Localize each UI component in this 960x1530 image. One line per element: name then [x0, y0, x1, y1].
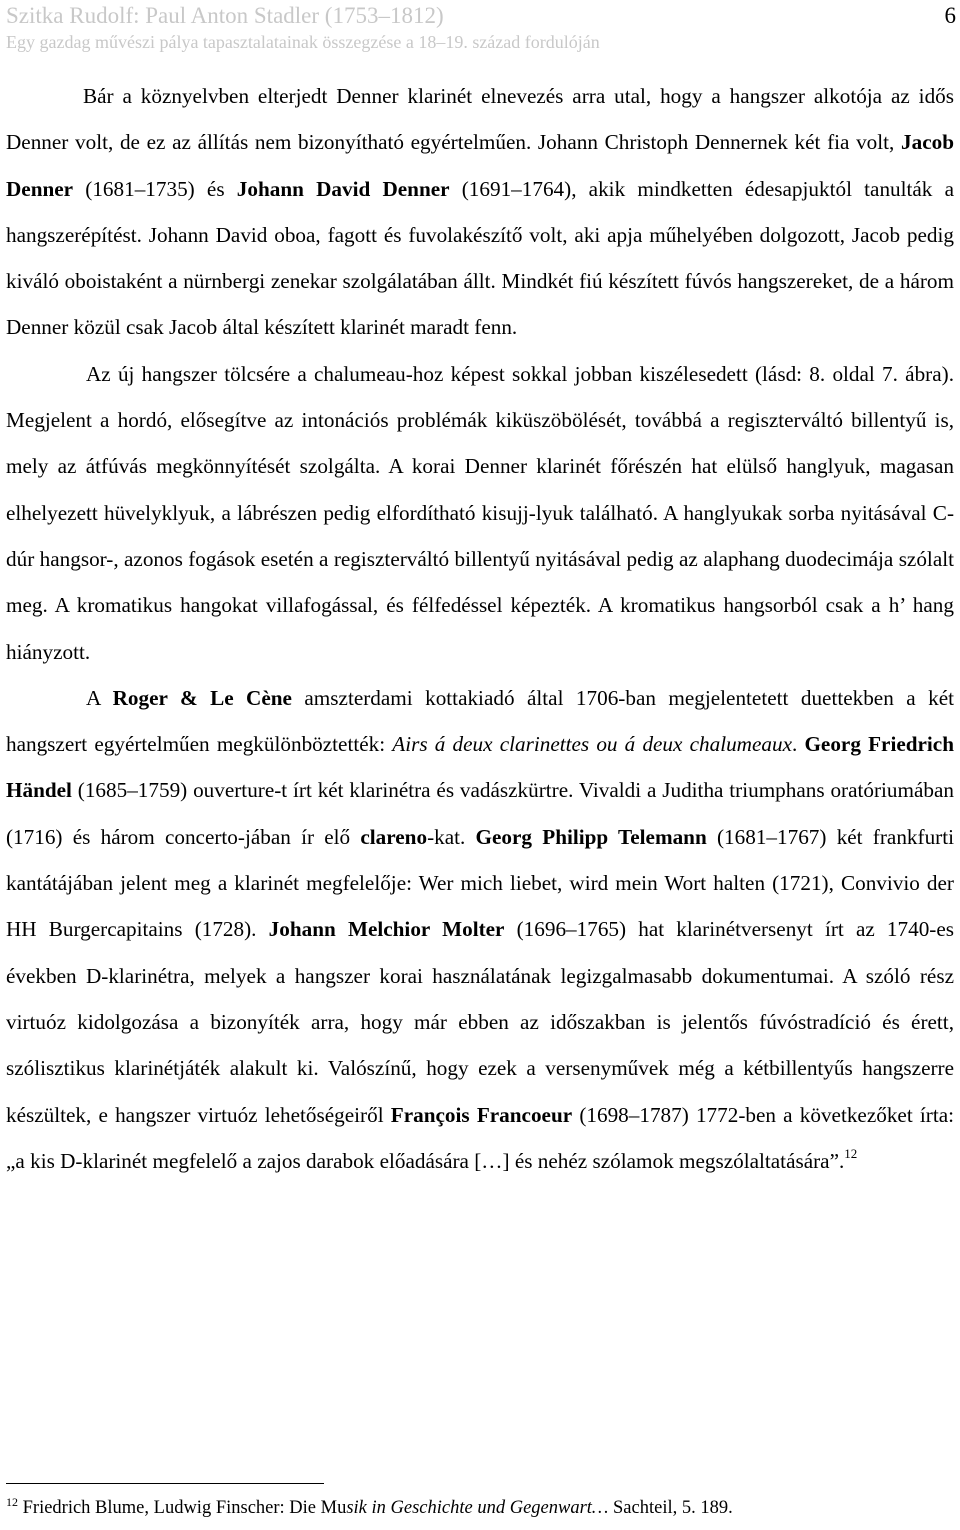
- text-run: (1685–1759) ouverture-t írt két klarinétra és vadászkürtre. Vivaldi a Juditha triumphans oratóriumában (1716) és három concerto-jában ír elő: [6, 778, 954, 849]
- footnote-reference[interactable]: 12: [844, 1145, 858, 1161]
- paragraph-instrument-description: [6, 351, 954, 675]
- bold-name: Roger & Le Cène: [112, 685, 292, 710]
- text-run: (1698–1787) 1772-ben a következőket írta: „a kis D-klarinét megfelelő a zajos darabok előadására […] és nehéz szólamok megszólaltatására”.: [6, 1102, 955, 1173]
- running-header: [6, 2, 954, 54]
- text-run: Bár a köznyelvben elterjedt Denner klarinét elnevezés arra utal, hogy a hangszer alkotója az idős Denner volt, de ez az állítás nem bizonyítható egyértelműen. Johann Christoph Dennernek két fia volt,: [6, 84, 954, 155]
- footnote: [6, 1496, 954, 1520]
- bold-name: Jacob Denner: [6, 130, 954, 201]
- bold-name: Johann David Denner: [236, 176, 450, 201]
- footnote-number: 12: [6, 1495, 18, 1509]
- main-text: [6, 73, 954, 1184]
- header-subtitle: Egy gazdag művészi pálya tapasztalatainak összegzése a 18–19. század fordulóján: [6, 32, 600, 52]
- text-run: (1691–1764), akik mindketten édesapjuktól tanulták a hangszerépítést. Johann David oboa, fagott és fuvolakészítő volt, aki apja műhelyében dolgozott, Jacob pedig kiváló oboistaként a nürnbergi zenekar szolgálatában állt. Mindkét fiú készített fúvós hangszereket, de a három Denner közül csak Jacob által készített klarinét maradt fenn.: [6, 176, 954, 340]
- text-run: (1681–1767) két frankfurti kantátájában jelent meg a klarinét megfelelője: Wer mich liebet, wird mein Wort halten (1721), Convivio der HH Burgercapitains (1728).: [6, 824, 954, 942]
- bold-name: Georg Friedrich Händel: [6, 732, 954, 803]
- footnote-tail: Sachteil, 5. 189.: [608, 1498, 733, 1518]
- header-title: Szitka Rudolf: Paul Anton Stadler (1753–1812): [6, 3, 444, 28]
- text-run: .: [791, 732, 805, 757]
- footnote-divider: [6, 1483, 324, 1484]
- text-run: A: [86, 685, 113, 710]
- text-run: (1681–1735) és: [73, 176, 237, 201]
- text-run: amszterdami kottakiadó által 1706-ban megjelentetett duettekben a két hangszert egyértelműen megkülönböztették:: [6, 685, 954, 757]
- text-run: Az új hangszer tölcsére a chalumeau-hoz képest sokkal jobban kiszélesedett (lásd: 8. oldal 7. ábra). Megjelent a hordó, elősegítve az intonációs problémák kiküszöbölését, továbbá a regiszterváltó billentyű is, mely az átfúvás megkönnyítését szolgálta. A korai Denner klarinét főrészén hat elülső hanglyuk, magasan elhelyezett hüvelyklyuk, a lábrészen pedig elfordítható kisujj-lyuk található. A hanglyukak sorba nyitásával C-dúr hangsor-, azonos fogások esetén a regiszterváltó billentyű nyitásával pedig az alaphang duodecimája szólalt meg. A kromatikus hangokat villafogással, és félfedéssel képezték. A kromatikus hangsorból csak a h’ hang hiányzott.: [6, 361, 954, 664]
- text-run: (1696–1765) hat klarinétversenyt írt az 1740-es években D-klarinétra, melyek a hangszer korai használatának legizgalmasabb dokumentumai. A szóló rész virtuóz kidolgozása a bizonyíték arra, hogy már ebben az időszakban is jelentős fúvóstradíció és érett, szólisztikus klarinétjáték alakult ki. Valószínű, hogy ezek a versenyművek még a kétbillentyűs hangszerre készültek, e hangszer virtuóz lehetőségeiről: [6, 917, 955, 1127]
- paragraph-denner-sons: [6, 73, 954, 351]
- page-number: 6: [944, 3, 956, 28]
- paragraph-repertoire: [6, 675, 954, 1184]
- bold-name: Johann Melchior Molter: [268, 917, 505, 942]
- bold-name: Georg Philipp Telemann: [475, 824, 707, 849]
- bold-name: clareno: [360, 824, 428, 849]
- footnote-text: Friedrich Blume, Ludwig Finscher: Die Mu: [18, 1498, 347, 1518]
- text-run: -kat.: [427, 824, 476, 849]
- bold-name: François Francoeur: [390, 1102, 573, 1127]
- footnote-italic-title: sik in Geschichte und Gegenwart…: [346, 1498, 609, 1518]
- italic-title: Airs á deux clarinettes ou á deux chalumeaux: [392, 732, 792, 757]
